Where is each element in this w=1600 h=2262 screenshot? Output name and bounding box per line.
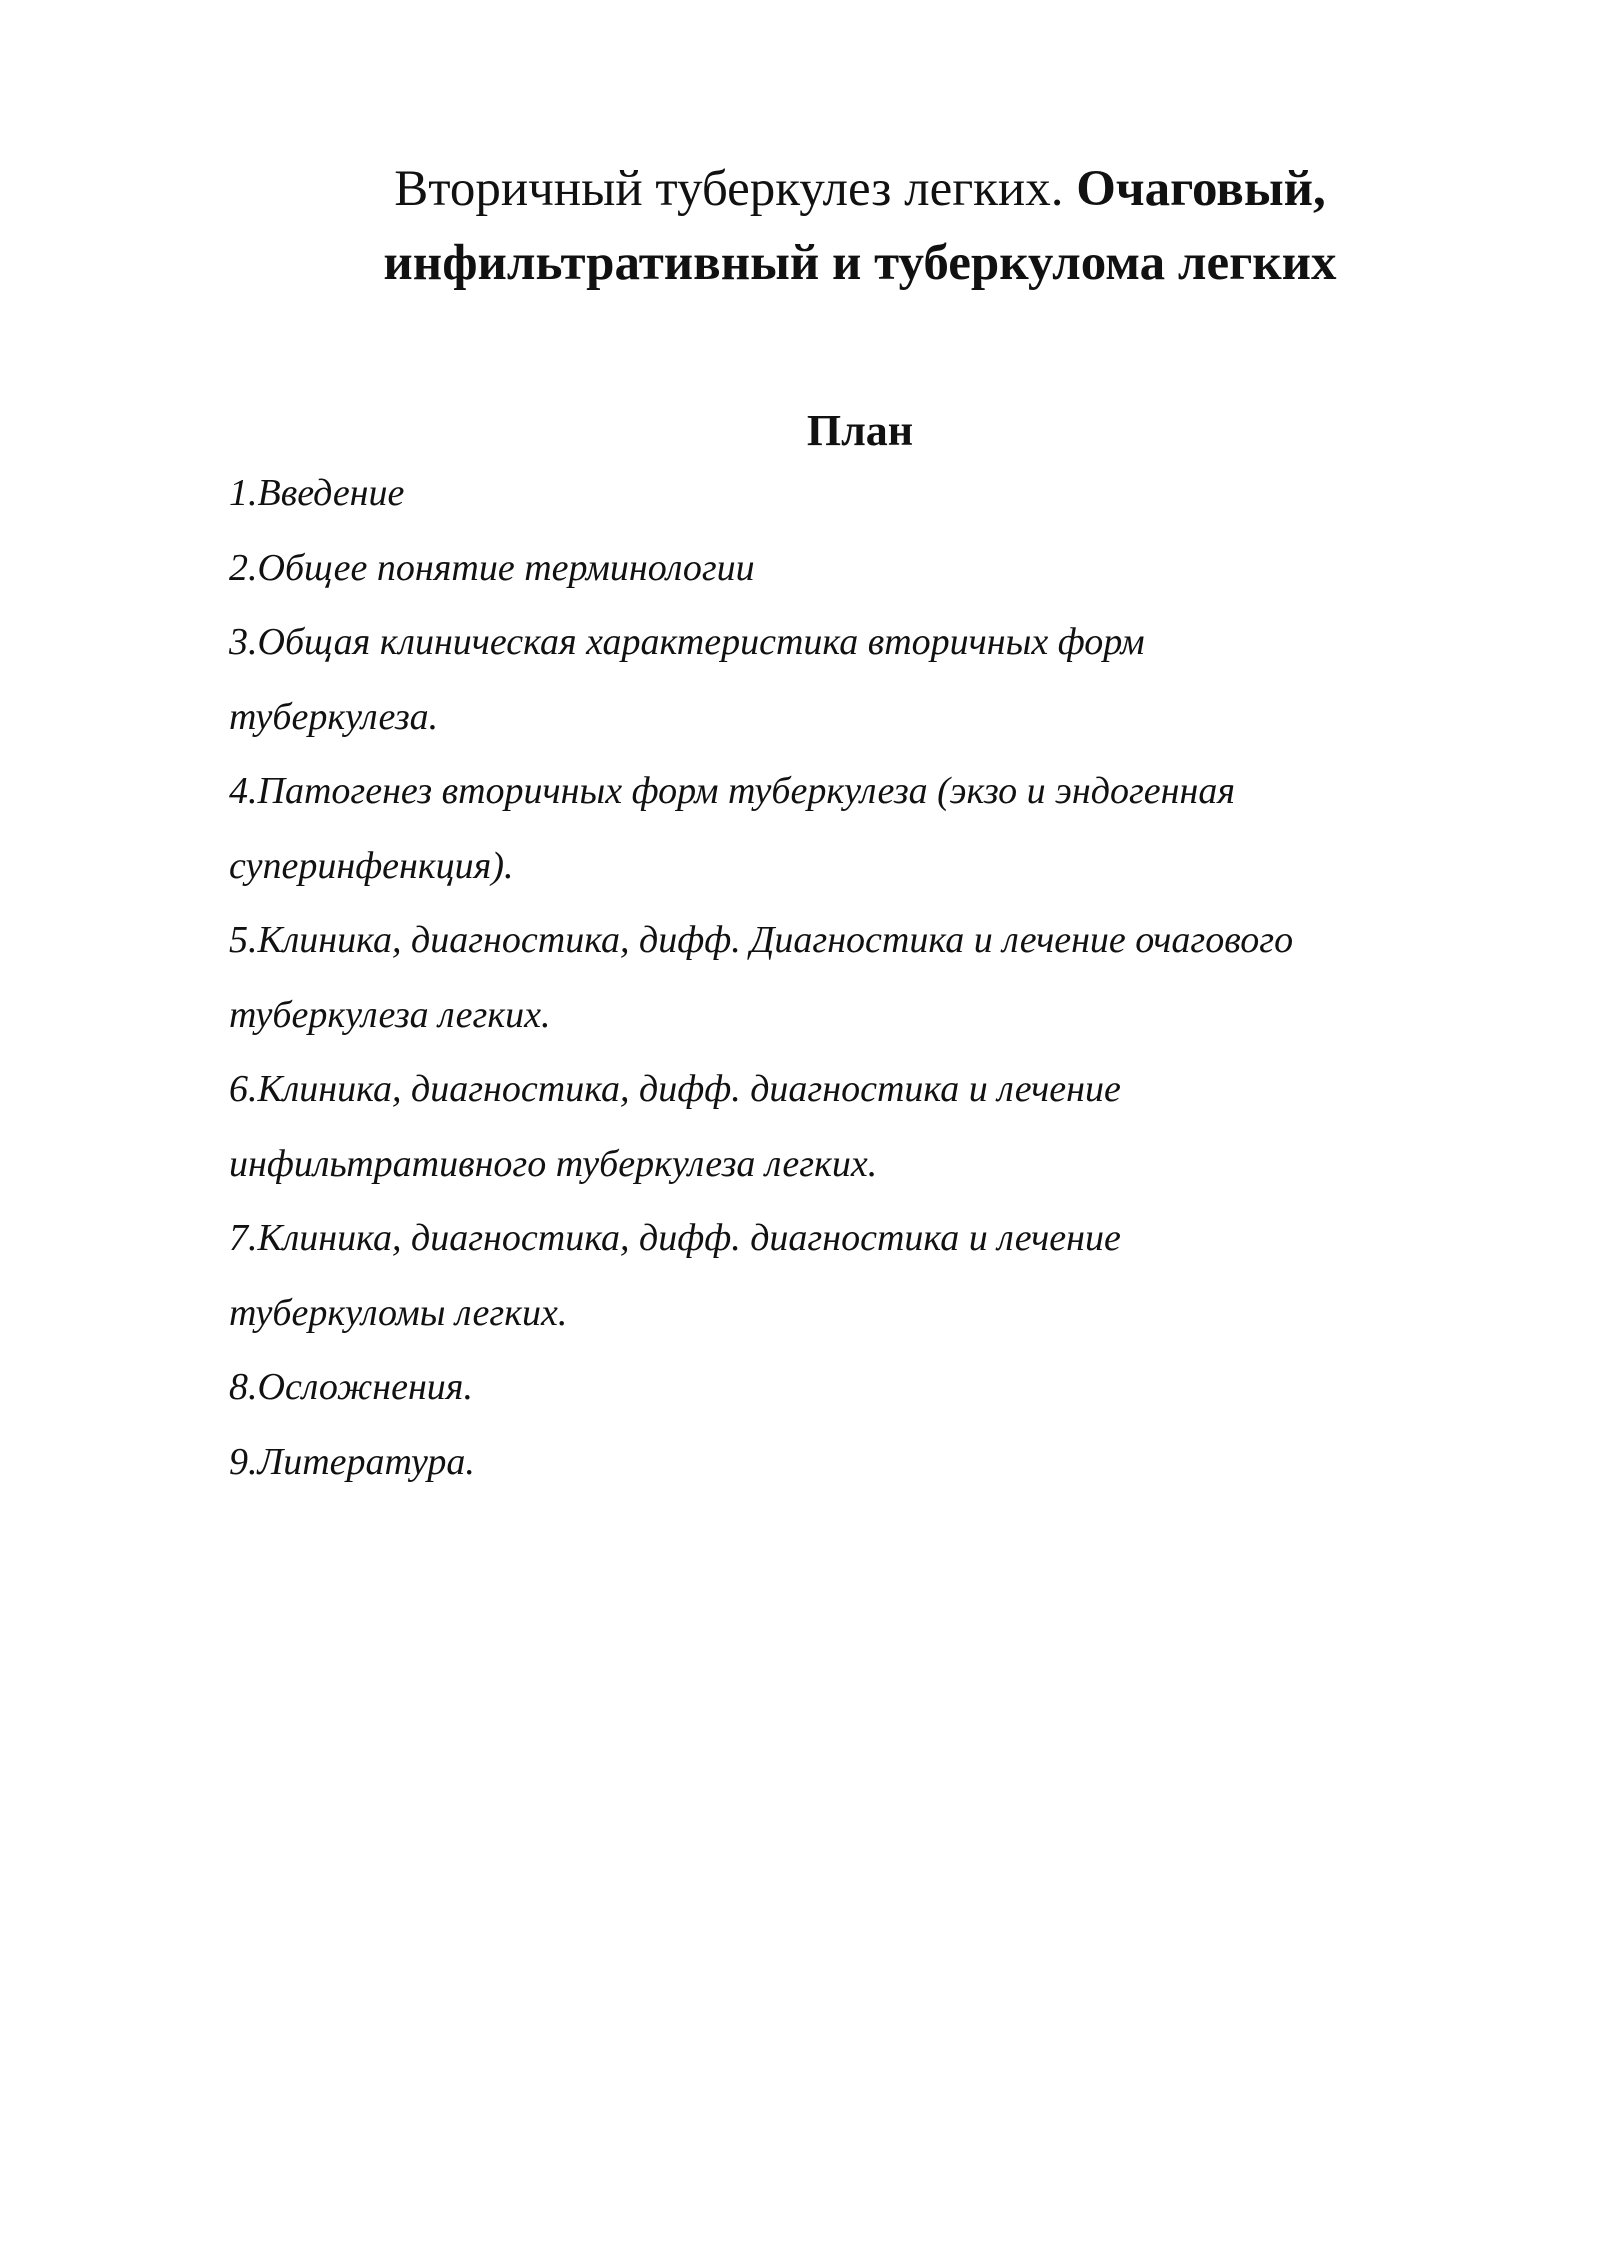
title-bold-part-2: инфильтративный и туберкулома легких	[383, 235, 1337, 291]
plan-item: 7.Клиника, диагностика, дифф. диагностика и лечение	[229, 1217, 1121, 1259]
plan-item-continuation: туберкулеза легких.	[229, 993, 551, 1036]
plan-heading: План	[806, 406, 914, 455]
document-title	[280, 152, 1440, 300]
plan-item: 4.Патогенез вторичных форм туберкулеза (экзо и эндогенная	[229, 770, 1236, 812]
title-bold-part-1: Очаговый,	[1076, 161, 1326, 217]
plan-list	[229, 456, 1469, 1499]
plan-item: 6.Клиника, диагностика, дифф. диагностика и лечение	[229, 1068, 1121, 1110]
plan-item: 5.Клиника, диагностика, дифф. Диагностика и лечение очагового	[229, 919, 1294, 961]
plan-item: 1.Введение	[229, 472, 405, 514]
plan-item-continuation: туберкулеза.	[229, 695, 439, 738]
plan-item: 9.Литература.	[229, 1440, 475, 1483]
plan-item: 3.Общая клиническая характеристика вторичных форм	[229, 621, 1145, 663]
plan-item-continuation: инфильтративного туберкулеза легких.	[229, 1142, 878, 1185]
plan-item-continuation: суперинфенкция).	[229, 844, 514, 887]
plan-item: 2.Общее понятие терминологии	[229, 546, 755, 589]
plan-item-continuation: туберкуломы легких.	[229, 1291, 568, 1334]
plan-item: 8.Осложнения.	[229, 1366, 473, 1408]
title-normal-part: Вторичный туберкулез легких.	[394, 161, 1077, 217]
